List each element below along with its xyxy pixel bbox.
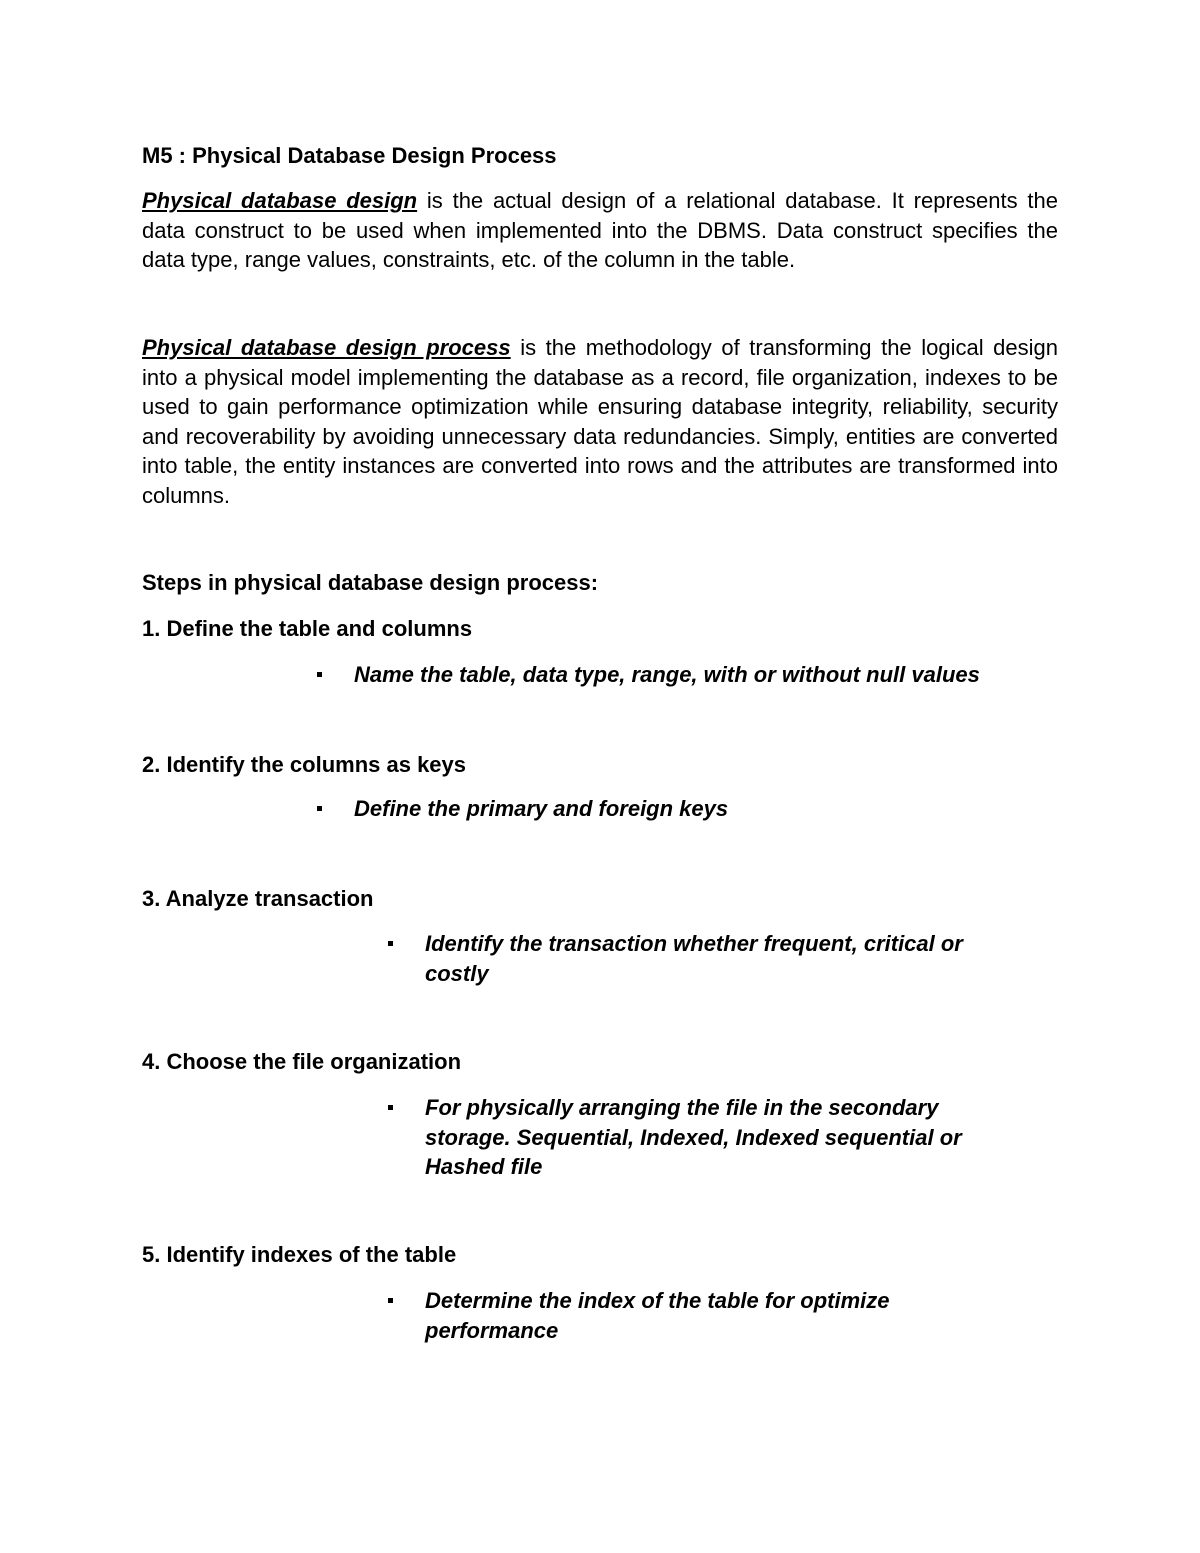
process-text: is the methodology of transforming the logical design into a physical model implementing the database as a record, file organization, indexes to be used to gain performance optimization while ensuring database integrity, reliability, security and recoverability by avoiding unnecessary data redundancies. Simply, entities are converted into table, the entity instances are converted into rows and the attributes are transformed into columns. [142, 335, 1058, 508]
square-bullet-icon [388, 941, 393, 946]
step-4-detail: For physically arranging the file in the secondary storage. Sequential, Indexed, Indexed sequential or Hashed file [425, 1095, 962, 1179]
process-term: Physical database design process [142, 335, 511, 360]
definition-term: Physical database design [142, 188, 418, 213]
definition-paragraph [142, 186, 1058, 275]
step-2-label: 2. Identify the columns as keys [142, 752, 467, 777]
square-bullet-icon [388, 1298, 393, 1303]
step-3-label: 3. Analyze transaction [142, 886, 374, 911]
step-5-label: 5. Identify indexes of the table [142, 1242, 457, 1267]
square-bullet-icon [317, 672, 322, 677]
square-bullet-icon [317, 806, 322, 811]
step-4-label: 4. Choose the file organization [142, 1049, 462, 1074]
step-1-label: 1. Define the table and columns [142, 616, 473, 641]
process-paragraph [142, 333, 1058, 510]
square-bullet-icon [388, 1105, 393, 1110]
steps-heading: Steps in physical database design process: [142, 570, 599, 595]
step-5-detail: Determine the index of the table for optimize performance [425, 1288, 890, 1343]
document-title: M5 : Physical Database Design Process [142, 143, 557, 168]
step-1-detail: Name the table, data type, range, with or without null values [354, 662, 980, 687]
step-3-detail: Identify the transaction whether frequent, critical or costly [425, 931, 963, 986]
step-2-detail: Define the primary and foreign keys [354, 796, 729, 821]
definition-text: is the actual design of a relational database. It represents the data construct to be used when implemented into the DBMS. Data construct specifies the data type, range values, constraints, etc. of the column in the table. [142, 188, 1058, 272]
